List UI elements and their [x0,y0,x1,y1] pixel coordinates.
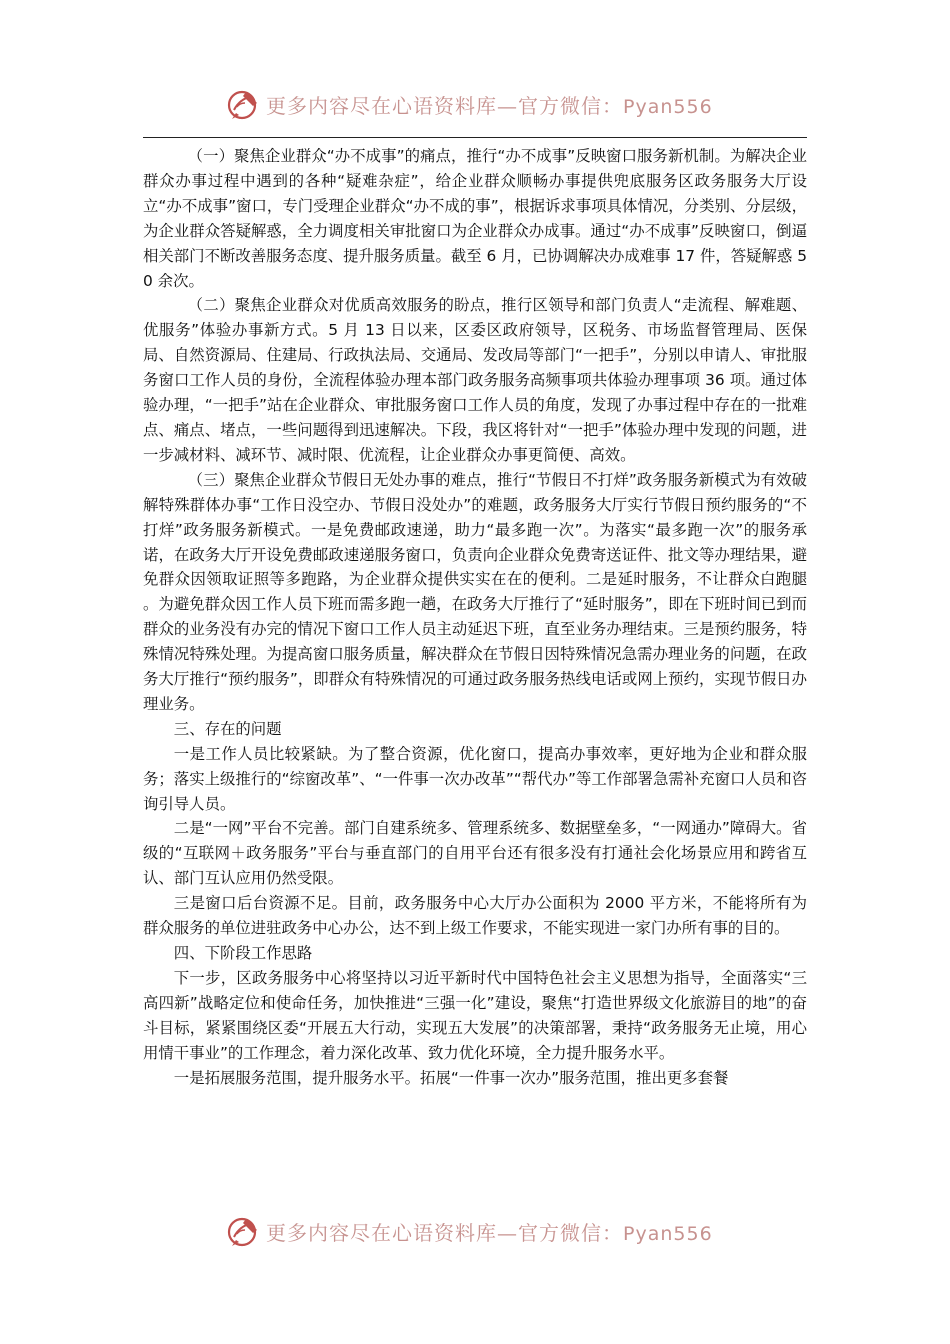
paragraph-problem-three: 三是窗口后台资源不足。目前，政务服务中心大厅办公面积为 2000 平方米，不能将所有为群众服务的单位进驻政务中心办公，达不到上级工作要求，不能实现进一家门办所有事的目的。 [143,894,807,938]
pen-logo-icon [226,86,262,122]
heading-existing-problems: 三、存在的问题 [173,719,282,738]
footer-banner-text: 更多内容尽在心语资料库—官方微信：Pyan556 [266,1220,713,1245]
pen-logo-icon [226,1213,262,1249]
header-divider [143,137,807,138]
header-banner [226,84,746,124]
document-body [143,144,807,1090]
paragraph-section-one: （一）聚焦企业群众“办不成事”的痛点，推行“办不成事”反映窗口服务新机制。为解决企业群众办事过程中遇到的各种“疑难杂症”，给企业群众顺畅办事提供兜底服务区政务服务大厅设立“办不成事”窗口，专门受理企业群众“办不成的事”，根据诉求事项具体情况，分类别、分层级，为企业群众答疑解惑，全力调度相关审批窗口为企业群众办成事。通过“办不成事”反映窗口，倒逼相关部门不断改善服务态度、提升服务质量。截至 6 月，已协调解决办成难事 17 件，答疑解惑 50 余次。 [143,147,807,290]
paragraph-next-steps: 下一步，区政务服务中心将坚持以习近平新时代中国特色社会主义思想为指导，全面落实“三高四新”战略定位和使命任务，加快推进“三强一化”建设，聚焦“打造世界级文化旅游目的地”的奋斗目标，紧紧围绕区委“开展五大行动，实现五大发展”的决策部署，秉持“政务服务无止境，用心用情干事业”的工作理念，着力深化改革、致力优化环境，全力提升服务水平。 [143,968,807,1062]
paragraph-section-two: （二）聚焦企业群众对优质高效服务的盼点，推行区领导和部门负责人“走流程、解难题、优服务”体验办事新方式。5 月 13 日以来，区委区政府领导，区税务、市场监督管理局、医保局、自然资源局、住建局、行政执法局、交通局、发改局等部门“一把手”，分别以申请人、审批服务窗口工作人员的身份，全流程体验办理本部门政务服务高频事项共体验办理事项 36 项。通过体验办理，“一把手”站在企业群众、审批服务窗口工作人员的角度，发现了办事过程中存在的一批难点、痛点、堵点，一些问题得到迅速解决。下段，我区将针对“一把手”体验办理中发现的问题，进一步减材料、减环节、减时限、优流程，让企业群众办事更简便、高效。 [143,296,807,464]
paragraph-problem-two: 二是“一网”平台不完善。部门自建系统多、管理系统多、数据壁垒多，“一网通办”障碍大。省级的“互联网＋政务服务”平台与垂直部门的自用平台还有很多没有打通社会化场景应用和跨省互认、部门互认应用仍然受限。 [143,819,807,888]
paragraph-problem-one: 一是工作人员比较紧缺。为了整合资源，优化窗口，提高办事效率，更好地为企业和群众服务；落实上级推行的“综窗改革”、“一件事一次办改革”“帮代办”等工作部署急需补充窗口人员和咨询引导人员。 [143,744,807,813]
heading-next-steps: 四、下阶段工作思路 [173,944,313,962]
footer-wechat-id: Pyan556 [623,1222,713,1245]
paragraph-step-one: 一是拓展服务范围，提升服务水平。拓展“一件事一次办”服务范围，推出更多套餐 [173,1068,729,1087]
footer-banner [226,1211,746,1251]
header-wechat-id: Pyan556 [623,95,713,118]
paragraph-section-three: （三）聚焦企业群众节假日无处办事的难点，推行“节假日不打烊”政务服务新模式为有效破解特殊群体办事“工作日没空办、节假日没处办”的难题，政务服务大厅实行节假日预约服务的“不打烊”政务服务新模式。一是免费邮政速递，助力“最多跑一次”。为落实“最多跑一次”的服务承诺，在政务大厅开设免费邮政速递服务窗口，负责向企业群众免费寄送证件、批文等办理结果，避免群众因领取证照等多跑路，为企业群众提供实实在在的便利。二是延时服务，不让群众白跑腿 。为避免群众因工作人员下班而需多跑一趟，在政务大厅推行了“延时服务”，即在下班时间已到而群众的业务没有办完的情况下窗口工作人员主动延迟下班，直至业务办理结束。三是预约服务，特殊情况特殊处理。为提高窗口服务质量，解决群众在节假日因特殊情况急需办理业务的问题，在政务大厅推行“预约服务”，即群众有特殊情况的可通过政务服务热线电话或网上预约，实现节假日办理业务。 [143,470,807,713]
header-banner-text: 更多内容尽在心语资料库—官方微信：Pyan556 [266,93,713,118]
